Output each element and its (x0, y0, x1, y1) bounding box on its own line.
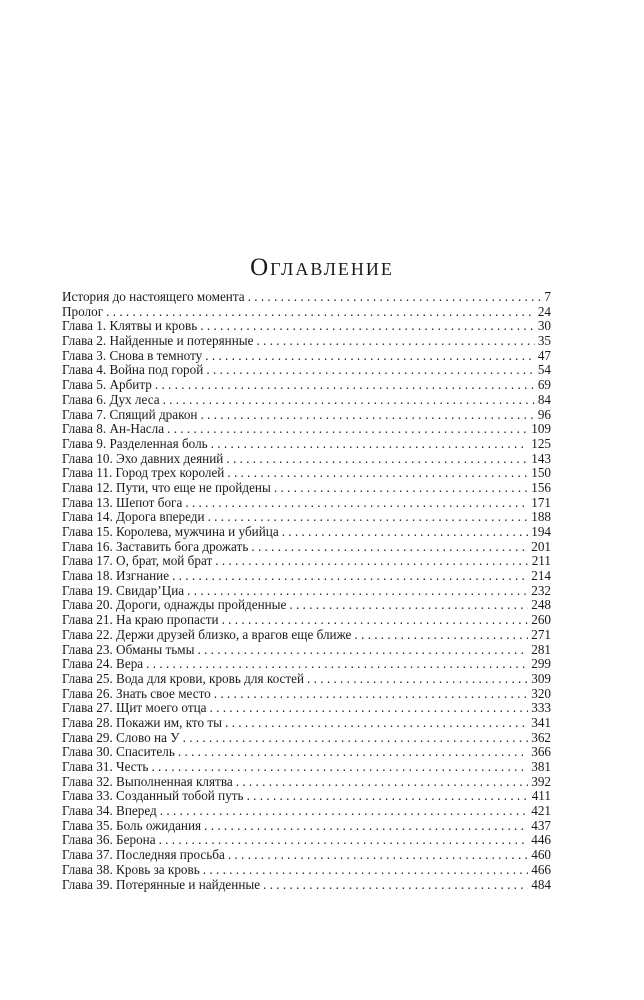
toc-entry-label: Пролог (62, 304, 104, 319)
dot-leader (226, 452, 528, 467)
dot-leader (185, 496, 528, 511)
toc-entry-page-number: 125 (531, 436, 551, 451)
toc-entry-label: Глава 28. Покажи им, кто ты (62, 715, 223, 730)
toc-entry (62, 466, 551, 481)
toc-entry-page-number: 171 (531, 495, 551, 510)
dot-leader (215, 554, 528, 569)
toc-entry (62, 540, 551, 555)
toc-entry-label: Глава 17. О, брат, мой брат (62, 554, 213, 569)
toc-entry-page-number: 421 (531, 804, 551, 819)
toc-entry-label: Глава 33. Созданный тобой путь (62, 789, 244, 804)
toc-entry-page-number: 156 (531, 480, 551, 495)
toc-entry-label: Глава 3. Снова в темноту (62, 348, 203, 363)
toc-entry-page-number: 194 (531, 525, 551, 539)
toc-entry-label: Глава 31. Честь (62, 760, 149, 774)
toc-entry-label: Глава 5. Арбитр (62, 378, 152, 393)
dot-leader (210, 701, 529, 716)
dot-leader (248, 290, 542, 305)
toc-entry (62, 628, 551, 643)
toc-entry-page-number: 281 (531, 642, 551, 657)
toc-entry-label: Глава 15. Королева, мужчина и убийца (62, 525, 279, 539)
toc-entry-label: Глава 12. Пути, что еще не пройдены (62, 480, 271, 495)
toc-entry-label: Глава 35. Боль ожидания (62, 818, 202, 833)
toc-entry (62, 878, 551, 893)
toc-entry (62, 789, 551, 804)
toc-entry (62, 687, 551, 702)
toc-entry-page-number: 143 (531, 451, 551, 466)
toc-entry-label: Глава 19. Свидар’Циа (62, 583, 185, 598)
dot-leader (247, 789, 529, 804)
toc-entry-label: Глава 30. Спаситель (62, 745, 175, 760)
dot-leader (263, 878, 528, 893)
toc-entry-page-number: 362 (531, 730, 551, 745)
toc-entry-page-number: 309 (531, 671, 551, 686)
toc-entry (62, 613, 551, 628)
toc-entry (62, 643, 551, 658)
toc-entry-page-number: 320 (531, 686, 551, 701)
toc-entry-page-number: 84 (537, 392, 551, 407)
toc-entry-label: Глава 14. Дорога впереди (62, 510, 205, 525)
dot-leader (257, 334, 535, 349)
toc-entry (62, 657, 551, 672)
toc-entry-page-number: 341 (531, 715, 551, 730)
toc-entry-page-number: 47 (537, 348, 551, 363)
toc-entry-label: Глава 22. Держи друзей близко, а врагов еще ближе (62, 627, 352, 642)
toc-entry-page-number: 211 (531, 554, 551, 569)
toc-entry-page-number: 299 (531, 657, 551, 672)
toc-entry (62, 819, 551, 834)
toc-entry (62, 510, 551, 525)
toc-entry (62, 481, 551, 496)
toc-entry-page-number: 381 (531, 760, 551, 774)
dot-leader (201, 408, 535, 423)
toc-entry (62, 775, 551, 790)
toc-entry-page-number: 96 (537, 407, 551, 422)
toc-entry-label: Глава 37. Последняя просьба (62, 848, 225, 863)
toc-entry-label: Глава 36. Берона (62, 833, 156, 848)
dot-leader (225, 716, 528, 731)
toc-entry-label: Глава 38. Кровь за кровь (62, 862, 200, 877)
toc-entry-page-number: 437 (531, 818, 551, 833)
toc-entry-page-number: 69 (537, 378, 551, 393)
dot-leader (163, 393, 535, 408)
toc-entry (62, 554, 551, 569)
toc-entry-page-number: 24 (537, 304, 551, 319)
dot-leader (167, 422, 528, 437)
toc-entry (62, 334, 551, 349)
dot-leader (159, 833, 529, 848)
toc-entry-label: Глава 34. Вперед (62, 804, 157, 819)
toc-entry-label: Глава 29. Слово на У (62, 730, 180, 745)
dot-leader (274, 481, 528, 496)
toc-entry-label: Глава 32. Выполненная клятва (62, 774, 233, 789)
dot-leader (187, 584, 528, 599)
toc-entry (62, 349, 551, 364)
toc-entry-page-number: 30 (537, 319, 551, 334)
toc-entry-label: Глава 11. Город трех королей (62, 466, 225, 481)
dot-leader (204, 819, 528, 834)
toc-entry (62, 305, 551, 320)
toc-title: Оглавление (250, 254, 394, 281)
toc-entry-page-number: 466 (531, 862, 551, 877)
dot-leader (206, 363, 535, 378)
toc-entry-page-number: 260 (531, 613, 551, 628)
toc-entry (62, 452, 551, 467)
dot-leader (228, 848, 528, 863)
dot-leader (354, 628, 528, 643)
dot-leader (146, 657, 528, 672)
toc-entry-page-number: 150 (531, 466, 551, 481)
toc-entry-label: Глава 21. На краю пропасти (62, 613, 219, 628)
toc-entry-page-number: 271 (531, 627, 551, 642)
toc-entry-page-number: 392 (531, 774, 551, 789)
dot-leader (172, 569, 528, 584)
dot-leader (289, 598, 528, 613)
toc-entry (62, 848, 551, 863)
toc-entry-label: Глава 2. Найденные и потерянные (62, 334, 254, 349)
toc-entry (62, 437, 551, 452)
toc-entry-label: Глава 7. Спящий дракон (62, 407, 198, 422)
toc-entry (62, 393, 551, 408)
toc-entry-label: Глава 9. Разделенная боль (62, 436, 208, 451)
toc-entry (62, 525, 551, 540)
toc-entry-label: Глава 23. Обманы тьмы (62, 642, 195, 657)
toc-entry-page-number: 411 (531, 789, 551, 804)
toc-entry-page-number: 35 (537, 334, 551, 349)
toc-entry-page-number: 201 (531, 539, 551, 554)
toc-entry-label: Глава 24. Вера (62, 657, 144, 672)
toc-entry-label: История до настоящего момента (62, 290, 245, 304)
toc-entry-page-number: 248 (531, 598, 551, 613)
dot-leader (200, 319, 535, 334)
toc-entry (62, 745, 551, 760)
toc-entry-label: Глава 26. Знать свое место (62, 686, 211, 701)
toc-entry (62, 319, 551, 334)
dot-leader (307, 672, 528, 687)
toc-entry-label: Глава 25. Вода для крови, кровь для костей (62, 671, 305, 686)
toc-entry-label: Глава 16. Заставить бога дрожать (62, 539, 249, 554)
toc-entry-label: Глава 20. Дороги, однажды пройденные (62, 598, 287, 613)
toc-entry (62, 363, 551, 378)
toc-entry (62, 804, 551, 819)
toc-entry-label: Глава 4. Война под горой (62, 363, 204, 378)
toc-entry-label: Глава 18. Изгнание (62, 569, 170, 584)
toc-entry-page-number: 7 (544, 290, 551, 304)
dot-leader (236, 775, 528, 790)
toc-entry-page-number: 109 (531, 422, 551, 437)
toc-entry-label: Глава 6. Дух леса (62, 392, 160, 407)
toc-entry-page-number: 214 (531, 569, 551, 584)
toc-entry-label: Глава 8. Ан-Насла (62, 422, 165, 437)
toc-entry (62, 378, 551, 393)
toc-entry-label: Глава 10. Эхо давних деяний (62, 451, 224, 466)
dot-leader (227, 466, 528, 481)
dot-leader (178, 745, 528, 760)
dot-leader (160, 804, 528, 819)
toc-entry (62, 863, 551, 878)
toc-entry (62, 569, 551, 584)
dot-leader (155, 378, 535, 393)
toc-entry-page-number: 484 (531, 877, 551, 892)
toc-entry-label: Глава 1. Клятвы и кровь (62, 319, 198, 334)
toc-entry-label: Глава 39. Потерянные и найденные (62, 877, 261, 892)
dot-leader (203, 863, 528, 878)
toc-entry (62, 422, 551, 437)
toc-entry (62, 408, 551, 423)
toc-entry-page-number: 366 (531, 745, 551, 760)
dot-leader (106, 305, 535, 320)
toc-entry-page-number: 446 (531, 833, 551, 848)
toc-entry-page-number: 333 (531, 701, 551, 716)
toc-list (62, 290, 551, 892)
toc-entry (62, 731, 551, 746)
toc-entry (62, 584, 551, 599)
dot-leader (183, 731, 529, 746)
toc-entry (62, 760, 551, 775)
toc-entry-label: Глава 13. Шепот бога (62, 495, 183, 510)
toc-entry (62, 672, 551, 687)
toc-entry-page-number: 460 (531, 848, 551, 863)
dot-leader (251, 540, 528, 555)
toc-entry (62, 496, 551, 511)
dot-leader (208, 510, 529, 525)
toc-entry-page-number: 232 (531, 583, 551, 598)
dot-leader (214, 687, 528, 702)
toc-entry-label: Глава 27. Щит моего отца (62, 701, 207, 716)
toc-entry (62, 598, 551, 613)
dot-leader (151, 760, 528, 775)
toc-entry (62, 833, 551, 848)
dot-leader (205, 349, 535, 364)
dot-leader (222, 613, 529, 628)
toc-entry (62, 716, 551, 731)
dot-leader (211, 437, 529, 452)
dot-leader (282, 525, 529, 540)
toc-entry-page-number: 54 (537, 363, 551, 378)
toc-entry (62, 701, 551, 716)
toc-entry-page-number: 188 (531, 510, 551, 525)
toc-entry (62, 290, 551, 305)
dot-leader (197, 643, 528, 658)
